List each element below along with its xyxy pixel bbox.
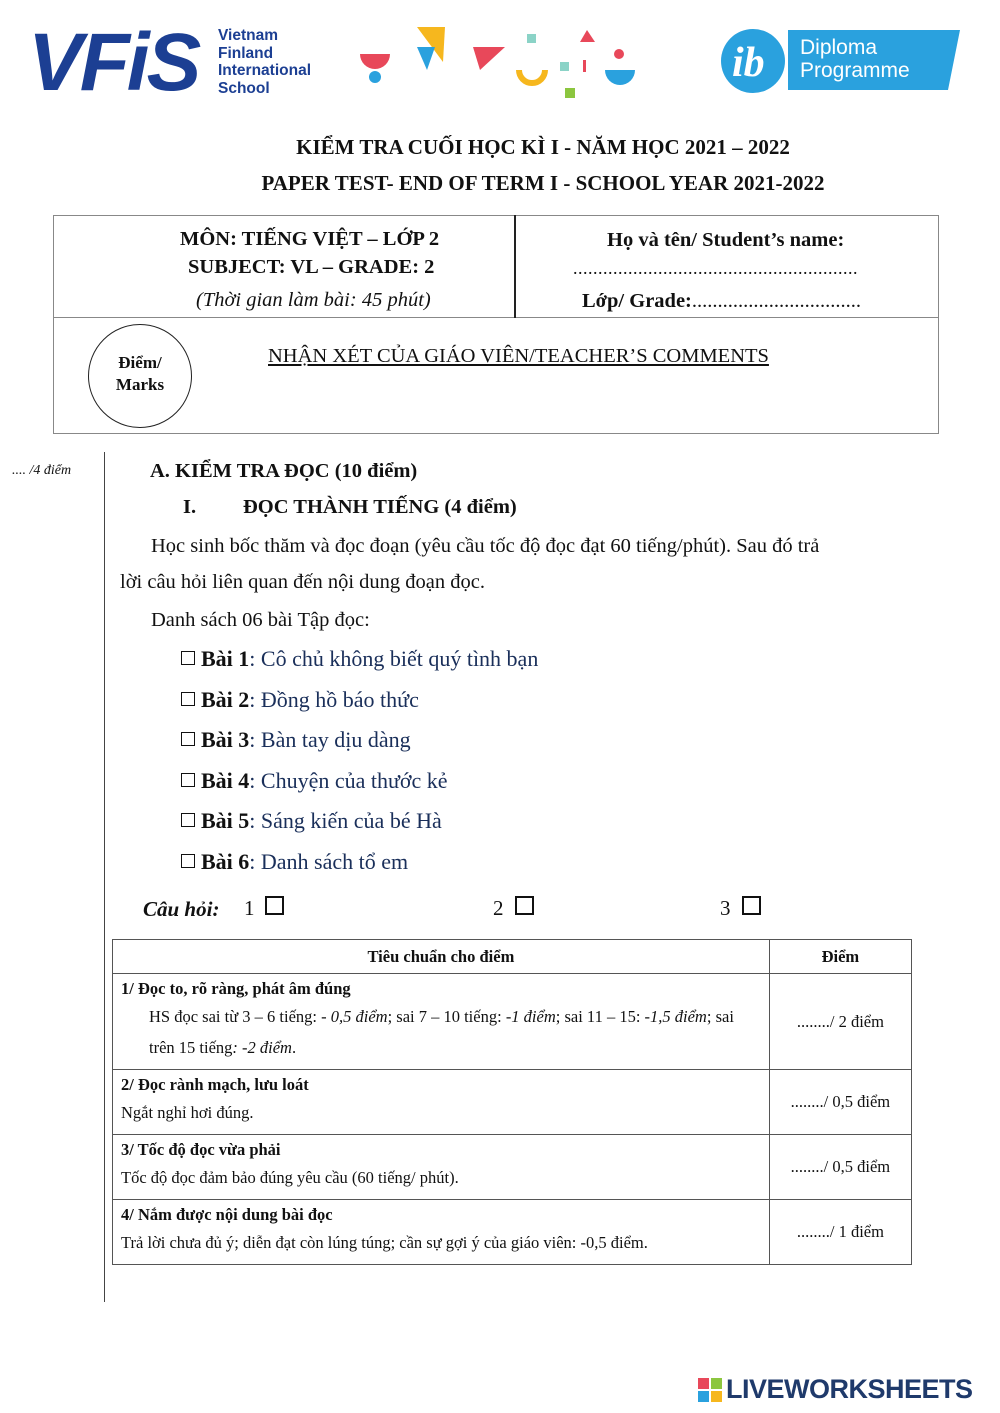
marks-circle: Điểm/ Marks: [88, 324, 192, 428]
lesson-item: Bài 1: Cô chủ không biết quý tình bạn: [181, 646, 538, 672]
grade-row: [582, 290, 861, 313]
lesson-item: Bài 3: Bàn tay dịu dàng: [181, 727, 411, 753]
score-cell[interactable]: ......../ 1 điểm: [769, 1200, 911, 1265]
instruction-line-2: lời câu hỏi liên quan đến nội dung đoạn đọc.: [120, 571, 485, 593]
grade-label: Lớp/ Grade:: [582, 290, 692, 312]
school-logo: VFiS: [28, 17, 199, 108]
criteria-cell: 3/ Tốc độ đọc vừa phải Tốc độ đọc đảm bảo đúng yêu cầu (60 tiếng/ phút).: [113, 1135, 770, 1200]
info-box-divider: [53, 317, 939, 318]
question-2-checkbox[interactable]: [515, 896, 534, 915]
lesson-item: Bài 4: Chuyện của thước kẻ: [181, 768, 448, 794]
lesson-checkbox[interactable]: [181, 692, 195, 706]
subject-en: SUBJECT: VL – GRADE: 2: [188, 256, 435, 278]
lesson-checkbox[interactable]: [181, 651, 195, 665]
table-row: [113, 1200, 912, 1265]
question-number: 3: [720, 896, 731, 920]
lesson-item: Bài 2: Đồng hồ báo thức: [181, 687, 419, 713]
grade-field[interactable]: .................................: [691, 290, 861, 312]
lesson-checkbox[interactable]: [181, 732, 195, 746]
criteria-cell: 1/ Đọc to, rõ ràng, phát âm đúng HS đọc sai từ 3 – 6 tiếng: - 0,5 điểm; sai 7 – 10 tiếng: -1 điểm; sai 11 – 15: -1,5 điểm; sai trên 15 tiếng: -2 điểm.: [113, 974, 770, 1070]
school-name: Vietnam Finland International School: [218, 27, 312, 97]
table-row: [113, 974, 912, 1070]
section-a-title: A. KIỂM TRA ĐỌC (10 điểm): [150, 460, 418, 482]
instruction-line-1: Học sinh bốc thăm và đọc đoạn (yêu cầu tốc độ đọc đạt 60 tiếng/phút). Sau đó trả: [151, 535, 820, 557]
score-cell[interactable]: ......../ 0,5 điểm: [769, 1070, 911, 1135]
question-3-checkbox[interactable]: [742, 896, 761, 915]
criteria-description: HS đọc sai từ 3 – 6 tiếng: - 0,5 điểm; sai 7 – 10 tiếng: -1 điểm; sai 11 – 15: -1,5 điểm; sai trên 15 tiếng: -2 điểm.: [149, 1007, 734, 1057]
exam-title-vn: KIỂM TRA CUỐI HỌC KÌ I - NĂM HỌC 2021 – 2022: [296, 135, 790, 159]
ib-program-name: Diploma Programme: [800, 36, 910, 82]
score-cell[interactable]: ......../ 2 điểm: [769, 974, 911, 1070]
question-1-checkbox[interactable]: [265, 896, 284, 915]
criteria-header: Tiêu chuẩn cho điểm: [113, 940, 770, 974]
score-cell[interactable]: ......../ 0,5 điểm: [769, 1135, 911, 1200]
question-number: 2: [493, 896, 504, 920]
criteria-cell: 2/ Đọc rành mạch, lưu loát Ngắt nghỉ hơi đúng.: [113, 1070, 770, 1135]
criteria-table: [112, 939, 912, 1265]
lesson-list-intro: Danh sách 06 bài Tập đọc:: [151, 609, 370, 631]
lesson-item: Bài 5: Sáng kiến của bé Hà: [181, 808, 442, 834]
ib-letters: ib: [732, 40, 765, 86]
decorative-shapes: [355, 22, 645, 102]
part-title: ĐỌC THÀNH TIẾNG (4 điểm): [243, 496, 517, 518]
question-number: 1: [244, 896, 255, 920]
score-header: Điểm: [769, 940, 911, 974]
lesson-checkbox[interactable]: [181, 773, 195, 787]
liveworksheets-logo-icon: [698, 1378, 722, 1402]
student-name-label: Họ và tên/ Student’s name:: [607, 229, 845, 251]
part-number: I.: [183, 496, 197, 518]
subject-vn: MÔN: TIẾNG VIỆT – LỚP 2: [180, 228, 440, 250]
lesson-item: Bài 6: Danh sách tổ em: [181, 849, 408, 875]
table-row: [113, 1070, 912, 1135]
teacher-comments-heading: NHẬN XÉT CỦA GIÁO VIÊN/TEACHER’S COMMENTS: [268, 345, 769, 367]
info-box-column-divider: [514, 215, 516, 318]
exam-title-en: PAPER TEST- END OF TERM I - SCHOOL YEAR 2021-2022: [261, 171, 825, 195]
lesson-checkbox[interactable]: [181, 854, 195, 868]
liveworksheets-watermark: LIVEWORKSHEETS: [726, 1374, 973, 1404]
criteria-cell: 4/ Nắm được nội dung bài đọc Trả lời chưa đủ ý; diễn đạt còn lúng túng; cần sự gợi ý của giáo viên: -0,5 điểm.: [113, 1200, 770, 1265]
questions-label: Câu hỏi:: [143, 897, 220, 921]
margin-line: [104, 452, 105, 1302]
lesson-checkbox[interactable]: [181, 813, 195, 827]
exam-duration: (Thời gian làm bài: 45 phút): [196, 289, 431, 311]
table-row: [113, 1135, 912, 1200]
margin-score: .... /4 điểm: [12, 463, 72, 478]
student-name-field[interactable]: .........................................................: [573, 258, 858, 278]
table-header-row: [113, 940, 912, 974]
